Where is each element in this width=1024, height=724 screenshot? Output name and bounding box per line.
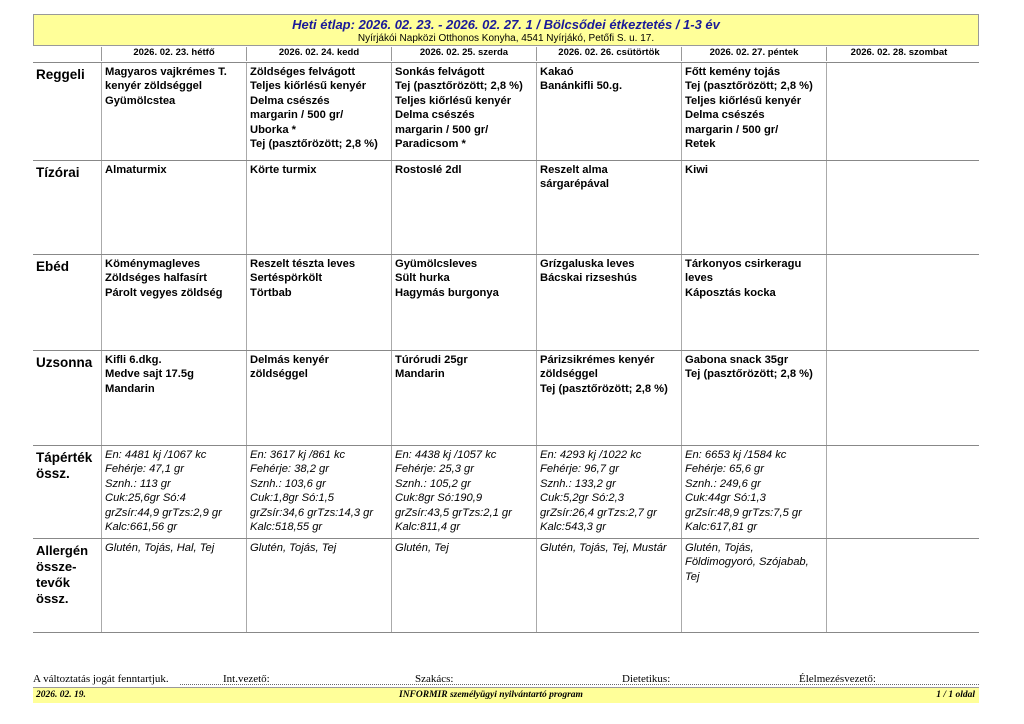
- menu-item-line: Gabona snack 35gr: [685, 354, 789, 366]
- date-header-spacer: [33, 47, 101, 61]
- menu-item-line: grZsír:34,6 grTzs:14,3 gr: [250, 506, 374, 519]
- menu-item-line: Kalc:617,81 gr: [685, 521, 758, 534]
- menu-item-line: Fehérje: 25,3 gr: [395, 463, 474, 476]
- menu-cell: [391, 351, 536, 445]
- menu-cell: [681, 539, 826, 632]
- menu-item-line: grZsír:44,9 grTzs:2,9 gr: [105, 506, 222, 519]
- menu-item-line: Grízgaluska leves: [540, 258, 635, 270]
- date-wednesday: 2026. 02. 25. szerda: [391, 47, 536, 61]
- menu-item-line: Párizsikrémes kenyér: [540, 354, 655, 366]
- menu-cell: [246, 255, 391, 350]
- menu-item-line: Cuk:5,2gr Só:2,3: [540, 492, 624, 505]
- program-name: INFORMIR személyügyi nyilvántartó program: [399, 690, 583, 700]
- menu-cell: [536, 351, 681, 445]
- menu-row: [33, 445, 979, 538]
- menu-item-line: Delmás kenyér: [250, 354, 329, 366]
- menu-item-line: Glutén, Tojás, Tej: [250, 542, 337, 554]
- menu-item-line: Sonkás felvágott: [395, 66, 485, 78]
- menu-cell: [826, 63, 971, 160]
- menu-item-line: Sült hurka: [395, 272, 450, 285]
- menu-item-line: Káposztás kocka: [685, 286, 776, 299]
- menu-cell: [101, 351, 246, 445]
- menu-cell: [391, 255, 536, 350]
- menu-row: [33, 254, 979, 350]
- date-header-row: [33, 47, 979, 61]
- menu-row: [33, 160, 979, 254]
- menu-item-line: Reszelt alma: [540, 164, 608, 176]
- menu-item-line: Tej (pasztőrözött; 2,8 %): [685, 368, 813, 381]
- signature-int-vezeto: Int.vezető:: [223, 673, 270, 685]
- menu-item-line: Sertéspörkölt: [250, 272, 323, 285]
- date-friday: 2026. 02. 27. péntek: [681, 47, 826, 61]
- menu-item-line: Cuk:1,8gr Só:1,5: [250, 492, 334, 505]
- menu-cell: [681, 351, 826, 445]
- date-monday: 2026. 02. 23. hétfő: [101, 47, 246, 61]
- menu-item-line: Paradicsom *: [395, 138, 466, 151]
- menu-item-line: grZsír:43,5 grTzs:2,1 gr: [395, 506, 512, 519]
- signature-elelmezesvezeto: Élelmezésvezető:: [799, 673, 876, 685]
- menu-item-line: margarin / 500 gr/: [250, 109, 344, 122]
- kitchen-address: Nyírjákói Napközi Otthonos Konyha, 4541 Nyírjákó, Petőfi S. u. 17.: [357, 33, 655, 44]
- menu-item-line: margarin / 500 gr/: [685, 123, 779, 136]
- menu-item-line: Mandarin: [105, 382, 155, 395]
- menu-item-line: Cuk:25,6gr Só:4: [105, 492, 186, 505]
- menu-cell: [536, 255, 681, 350]
- menu-item-line: Túrórudi 25gr: [395, 354, 468, 366]
- menu-item-line: Glutén, Tojás,: [685, 542, 754, 554]
- menu-item-line: Tej: [685, 570, 700, 583]
- menu-cell: [681, 446, 826, 538]
- menu-item-line: Gyümölcstea: [105, 94, 176, 107]
- menu-item-line: Hagymás burgonya: [395, 286, 499, 299]
- menu-item-line: Cuk:8gr Só:190,9: [395, 492, 483, 505]
- menu-item-line: Körte turmix: [250, 164, 317, 176]
- menu-item-line: Cuk:44gr Só:1,3: [685, 492, 766, 505]
- menu-item-line: Fehérje: 96,7 gr: [540, 463, 619, 476]
- menu-cell: [536, 539, 681, 632]
- menu-item-line: Delma csészés: [250, 94, 330, 107]
- menu-item-line: Tej (pasztőrözött; 2,8 %): [250, 138, 378, 151]
- menu-item-line: Kakaó: [540, 66, 574, 78]
- menu-item-line: zöldséggel: [540, 368, 598, 381]
- menu-item-line: Tej (pasztőrözött; 2,8 %): [395, 80, 523, 93]
- menu-cell: [391, 539, 536, 632]
- menu-title: Heti étlap: 2026. 02. 23. - 2026. 02. 27. 1 / Bölcsődei étkeztetés / 1-3 év: [292, 17, 720, 32]
- menu-item-line: margarin / 500 gr/: [395, 123, 489, 136]
- page-number: 1 / 1 oldal: [936, 690, 975, 700]
- menu-header: [33, 14, 979, 46]
- date-saturday: 2026. 02. 28. szombat: [826, 47, 971, 61]
- menu-item-line: Tej (pasztőrözött; 2,8 %): [685, 80, 813, 93]
- menu-cell: [681, 63, 826, 160]
- menu-item-line: En: 3617 kj /861 kc: [250, 449, 346, 461]
- menu-item-line: Tej (pasztőrözött; 2,8 %): [540, 382, 668, 395]
- menu-item-line: Almaturmix: [105, 164, 167, 176]
- menu-item-line: Sznh.: 105,2 gr: [395, 477, 471, 490]
- menu-cell: [246, 63, 391, 160]
- menu-item-line: zöldséggel: [250, 368, 308, 381]
- menu-item-line: Köménymagleves: [105, 258, 201, 270]
- menu-item-line: Kalc:518,55 gr: [250, 521, 323, 534]
- menu-cell: [101, 446, 246, 538]
- menu-item-line: Glutén, Tojás, Tej, Mustár: [540, 542, 667, 554]
- menu-cell: [246, 446, 391, 538]
- menu-cell: [246, 539, 391, 632]
- menu-item-line: grZsír:48,9 grTzs:7,5 gr: [685, 506, 802, 519]
- disclaimer-text: A változtatás jogát fenntartjuk.: [33, 673, 169, 685]
- row-label: Ebéd: [36, 259, 70, 274]
- menu-item-line: Bácskai rizseshús: [540, 272, 638, 285]
- menu-cell: [391, 63, 536, 160]
- date-tuesday: 2026. 02. 24. kedd: [246, 47, 391, 61]
- menu-item-line: Fehérje: 38,2 gr: [250, 463, 329, 476]
- menu-item-line: Sznh.: 249,6 gr: [685, 477, 761, 490]
- menu-item-line: Sznh.: 113 gr: [105, 477, 171, 490]
- row-label: Tízórai: [36, 165, 80, 180]
- row-label: Tápérték össz.: [36, 450, 93, 481]
- menu-item-line: Tárkonyos csirkeragu: [685, 258, 802, 270]
- signature-szakacs: Szakács:: [415, 673, 454, 685]
- row-label: Reggeli: [36, 67, 85, 82]
- menu-item-line: Földimogyoró, Szójabab,: [685, 556, 809, 569]
- page-footer: [33, 687, 979, 703]
- menu-cell: [681, 161, 826, 254]
- menu-item-line: Főtt kemény tojás: [685, 66, 781, 78]
- menu-cell: [826, 539, 971, 632]
- menu-item-line: Banánkifli 50.g.: [540, 80, 623, 93]
- menu-cell: [101, 161, 246, 254]
- menu-table: [33, 62, 979, 633]
- menu-item-line: Delma csészés: [685, 109, 765, 122]
- menu-cell: [536, 161, 681, 254]
- menu-item-line: Glutén, Tej: [395, 542, 449, 554]
- menu-item-line: Fehérje: 65,6 gr: [685, 463, 764, 476]
- menu-row: [33, 62, 979, 160]
- menu-item-line: sárgarépával: [540, 178, 610, 191]
- menu-item-line: En: 6653 kj /1584 kc: [685, 449, 787, 461]
- menu-cell: [536, 446, 681, 538]
- menu-item-line: Kalc:543,3 gr: [540, 521, 606, 534]
- menu-item-line: Kifli 6.dkg.: [105, 354, 162, 366]
- signature-dietetikus: Dietetikus:: [622, 673, 671, 685]
- menu-item-line: Reszelt tészta leves: [250, 258, 356, 270]
- menu-item-line: Glutén, Tojás, Hal, Tej: [105, 542, 215, 554]
- menu-cell: [391, 446, 536, 538]
- row-label: Allergén össze-tevők össz.: [36, 543, 89, 606]
- menu-item-line: En: 4293 kj /1022 kc: [540, 449, 642, 461]
- menu-item-line: Medve sajt 17.5g: [105, 368, 194, 381]
- menu-item-line: Sznh.: 133,2 gr: [540, 477, 616, 490]
- menu-item-line: Fehérje: 47,1 gr: [105, 463, 184, 476]
- menu-row: [33, 350, 979, 445]
- menu-cell: [826, 255, 971, 350]
- menu-cell: [101, 539, 246, 632]
- menu-cell: [826, 161, 971, 254]
- menu-item-line: Uborka *: [250, 123, 297, 136]
- menu-cell: [101, 63, 246, 160]
- menu-item-line: Törtbab: [250, 286, 292, 299]
- menu-item-line: Teljes kiőrlésű kenyér: [395, 94, 512, 107]
- menu-item-line: Delma csészés: [395, 109, 475, 122]
- date-thursday: 2026. 02. 26. csütörtök: [536, 47, 681, 61]
- menu-item-line: kenyér zöldséggel: [105, 80, 202, 93]
- menu-item-line: Kalc:661,56 gr: [105, 521, 178, 534]
- menu-item-line: Sznh.: 103,6 gr: [250, 477, 326, 490]
- menu-item-line: En: 4438 kj /1057 kc: [395, 449, 497, 461]
- menu-cell: [826, 446, 971, 538]
- menu-cell: [681, 255, 826, 350]
- menu-cell: [246, 161, 391, 254]
- menu-cell: [391, 161, 536, 254]
- menu-cell: [101, 255, 246, 350]
- menu-item-line: Gyümölcsleves: [395, 258, 478, 270]
- menu-row: [33, 538, 979, 633]
- menu-item-line: En: 4481 kj /1067 kc: [105, 449, 207, 461]
- menu-item-line: Magyaros vajkrémes T.: [105, 66, 227, 78]
- menu-item-line: Mandarin: [395, 368, 445, 381]
- menu-cell: [246, 351, 391, 445]
- menu-item-line: Kiwi: [685, 164, 708, 176]
- menu-item-line: Retek: [685, 138, 716, 151]
- menu-item-line: Teljes kiőrlésű kenyér: [685, 94, 802, 107]
- signature-dotted-line: [180, 673, 979, 685]
- menu-item-line: Párolt vegyes zöldség: [105, 286, 223, 299]
- menu-cell: [536, 63, 681, 160]
- menu-item-line: Rostoslé 2dl: [395, 164, 462, 176]
- menu-cell: [826, 351, 971, 445]
- menu-item-line: grZsír:26,4 grTzs:2,7 gr: [540, 506, 657, 519]
- menu-item-line: Zöldséges halfasírt: [105, 272, 207, 285]
- print-date: 2026. 02. 19.: [36, 690, 86, 700]
- row-label: Uzsonna: [36, 355, 93, 370]
- menu-item-line: Teljes kiőrlésű kenyér: [250, 80, 367, 93]
- menu-item-line: leves: [685, 272, 713, 285]
- menu-item-line: Zöldséges felvágott: [250, 66, 356, 78]
- menu-item-line: Kalc:811,4 gr: [395, 521, 461, 534]
